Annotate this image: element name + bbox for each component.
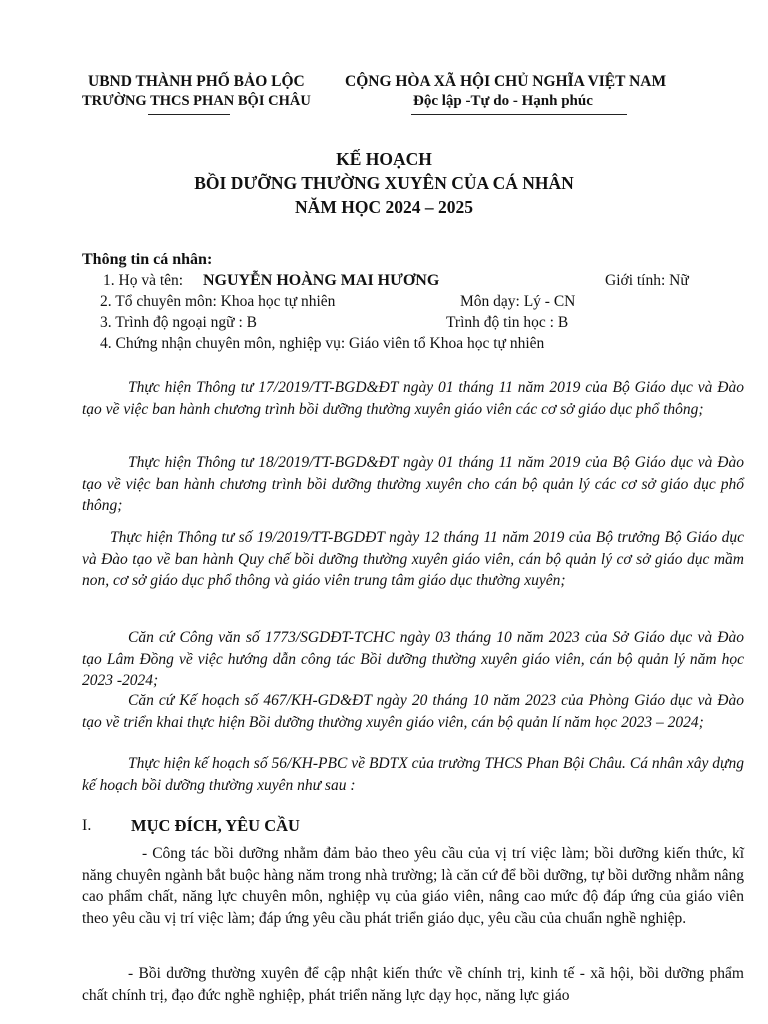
info-item1-name: NGUYỄN HOÀNG MAI HƯƠNG: [203, 272, 440, 289]
nation-motto: Độc lập -Tự do - Hạnh phúc: [413, 93, 593, 109]
org-name-line2: TRƯỜNG THCS PHAN BỘI CHÂU: [82, 93, 311, 109]
info-item1-label: 1. Họ và tên:: [103, 272, 184, 289]
basis-paragraph-1: Thực hiện Thông tư 17/2019/TT-BGD&ĐT ngày 01 tháng 11 năm 2019 của Bộ Giáo dục và Đào tạo về việc ban hành chương trình bồi dưỡng thường xuyên giáo viên các cơ sở giáo dục phổ thông;: [82, 379, 744, 418]
org-underline: [148, 114, 230, 115]
section-1-number: I.: [82, 817, 92, 834]
doc-title-line2: BỒI DƯỠNG THƯỜNG XUYÊN CỦA CÁ NHÂN: [194, 173, 574, 193]
info-item3-left: 3. Trình độ ngoại ngữ : B: [100, 314, 257, 331]
basis-paragraph-6: Thực hiện kế hoạch số 56/KH-PBC về BDTX của trường THCS Phan Bội Châu. Cá nhân xây dựng kế hoạch bồi dưỡng thường xuyên như sau :: [82, 755, 744, 794]
info-item4: 4. Chứng nhận chuyên môn, nghiệp vụ: Giáo viên tổ Khoa học tự nhiên: [100, 335, 545, 352]
doc-title-line3: NĂM HỌC 2024 – 2025: [295, 197, 473, 217]
org-name-line1: UBND THÀNH PHỐ BẢO LỘC: [88, 73, 305, 90]
info-item2-left: 2. Tổ chuyên môn: Khoa học tự nhiên: [100, 293, 336, 310]
basis-paragraph-4: Căn cứ Công văn số 1773/SGDĐT-TCHC ngày 03 tháng 10 năm 2023 của Sở Giáo dục và Đào tạo Lâm Đồng về việc hướng dẫn công tác Bồi dưỡng thường xuyên giáo viên, cán bộ quản lý năm học 2023 -2024;: [82, 629, 744, 689]
section-1-paragraph-1: - Công tác bồi dưỡng nhằm đảm bảo theo yêu cầu của vị trí việc làm; bồi dưỡng kiến thức, kĩ năng chuyên ngành bắt buộc hàng năm trong nhà trường; là căn cứ để bồi dưỡng, tự bồi dưỡng nhằm nâng cao phẩm chất, năng lực chuyên môn, nghiệp vụ của giáo viên, nâng cao mức độ đáp ứng của giáo viên theo yêu cầu vị trí việc làm; đáp ứng yêu cầu phát triển giáo dục, yêu cầu của chuẩn nghề nghiệp.: [82, 845, 744, 927]
section-1-paragraph-2: - Bồi dưỡng thường xuyên để cập nhật kiến thức về chính trị, kinh tế - xã hội, bồi dưỡng phẩm chất chính trị, đạo đức nghề nghiệp, phát triển năng lực dạy học, năng lực giáo: [82, 965, 744, 1004]
info-item3-right: Trình độ tin học : B: [446, 314, 569, 331]
basis-paragraph-3: Thực hiện Thông tư số 19/2019/TT-BGDĐT ngày 12 tháng 11 năm 2019 của Bộ trưởng Bộ Giáo dục và Đào tạo về ban hành Quy chế bồi dưỡng thường xuyên giáo viên, cán bộ quản lý cơ sở giáo dục mầm non, cơ sở giáo dục phổ thông và giáo viên trung tâm giáo dục thường xuyên;: [82, 529, 744, 589]
motto-underline: [411, 114, 627, 115]
basis-paragraph-5: Căn cứ Kế hoạch số 467/KH-GD&ĐT ngày 20 tháng 10 năm 2023 của Phòng Giáo dục và Đào tạo về triển khai thực hiện Bồi dưỡng thường xuyên giáo viên, cán bộ quản lí năm học 2023 – 2024;: [82, 692, 744, 731]
info-heading: Thông tin cá nhân:: [82, 251, 213, 268]
info-item2-right: Môn dạy: Lý - CN: [460, 293, 576, 310]
section-1-heading: MỤC ĐÍCH, YÊU CẦU: [131, 816, 300, 835]
nation-line1: CỘNG HÒA XÃ HỘI CHỦ NGHĨA VIỆT NAM: [345, 73, 667, 90]
doc-title-line1: KẾ HOẠCH: [336, 149, 432, 169]
info-item1-gender: Giới tính: Nữ: [605, 272, 689, 289]
basis-paragraph-2: Thực hiện Thông tư 18/2019/TT-BGD&ĐT ngày 01 tháng 11 năm 2019 của Bộ Giáo dục và Đào tạo về việc ban hành chương trình bồi dưỡng thường xuyên cho cán bộ quản lý các cơ sở giáo dục phổ thông;: [82, 454, 744, 514]
